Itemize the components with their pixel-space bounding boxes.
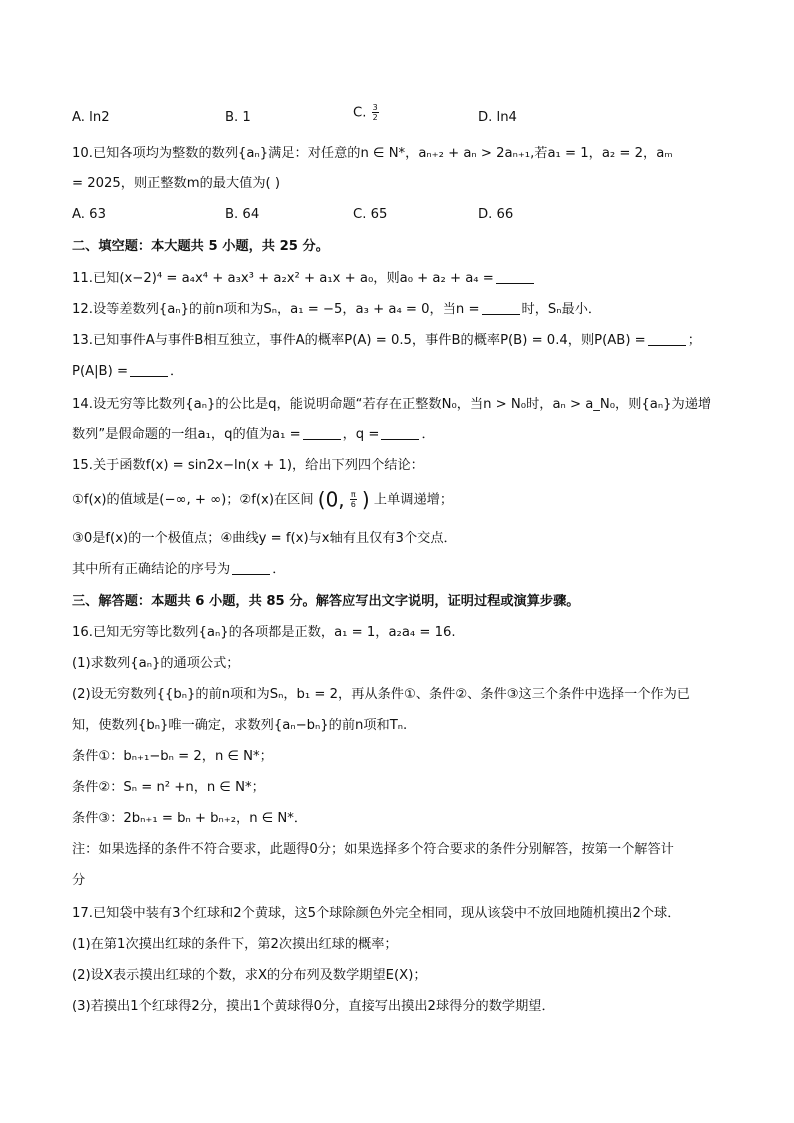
q13-line2 [72,363,183,381]
q12-text-end: 时，Sₙ最小． [521,302,602,317]
q15-line3: ③0是f(x)的一个极值点；④曲线y = f(x)与x轴有且仅有3个交点． [72,531,457,546]
q10-option-c: C. 65 [353,207,388,222]
fraction-numerator: 3 [372,103,378,112]
q10-option-a: A. 63 [72,207,106,222]
q16-line1: 16.已知无穷等比数列{aₙ}的各项都是正数，a₁ = 1，a₂a₄ = 16. [72,625,456,640]
q16-line3: (2)设无穷数列{{bₙ}的前n项和为Sₙ，b₁ = 2，再从条件①、条件②、条件③这三个条件中选择一个作为已 [72,687,690,702]
pi-over-6-fraction [350,490,357,509]
q17-line1: 17.已知袋中装有3个红球和2个黄球，这5个球除颜色外完全相同，现从该袋中不放回地随机摸出2个球． [72,906,681,921]
q16-condition-1: 条件①：bₙ₊₁−bₙ = 2，n ∈ N*； [72,749,273,764]
answer-blank[interactable] [496,271,534,284]
q13-separator: ； [687,333,701,348]
q14-text: 数列”是假命题的一组a₁，q的值为a₁ = [72,427,301,442]
section-3-heading: 三、解答题：本题共 6 小题，共 85 分。解答应写出文字说明，证明过程或演算步骤。 [72,594,580,609]
q11 [72,270,536,288]
q16-note-2: 分 [72,873,86,888]
q16-line2: (1)求数列{aₙ}的通项公式； [72,656,240,671]
answer-blank[interactable] [648,333,686,346]
interval-close: ) [361,487,370,512]
answer-blank[interactable] [303,427,341,440]
answer-blank[interactable] [130,364,168,377]
q11-text: 11.已知(x−2)⁴ = a₄x⁴ + a₃x³ + a₂x² + a₁x + a₀，则a₀ + a₂ + a₄ = [72,271,494,286]
q9-option-c [353,103,380,123]
q16-condition-3: 条件③：2bₙ₊₁ = bₙ + bₙ₊₂，n ∈ N*． [72,811,308,826]
q14-line2 [72,426,435,444]
q13-text-2: P(A|B) = [72,364,128,379]
q10-option-b: B. 64 [225,207,260,222]
q12-text: 12.设等差数列{aₙ}的前n项和为Sₙ，a₁ = −5，a₃ + a₄ = 0，当n = [72,302,480,317]
q9-option-c-fraction [372,103,379,122]
q15-line2 [72,487,454,512]
q14-text-q: ，q = [342,427,380,442]
interval-open: (0, [317,487,345,512]
q10-line1: 10.已知各项均为整数的数列{aₙ}满足：对任意的n ∈ N*，aₙ₊₂ + aₙ > 2aₙ₊₁,若a₁ = 1，a₂ = 2，aₘ [72,146,673,161]
fraction-denominator: 2 [372,113,378,122]
q15-end: ． [272,562,286,577]
q13-end: ． [170,364,184,379]
answer-blank[interactable] [381,427,419,440]
q16-note-1: 注：如果选择的条件不符合要求，此题得0分；如果选择多个符合要求的条件分别解答，按第一个解答计 [72,842,674,857]
q10-option-d: D. 66 [478,207,514,222]
q13-line1 [72,332,701,350]
q17-line4: (3)若摸出1个红球得2分，摸出1个黄球得0分，直接写出摸出2球得分的数学期望． [72,999,555,1014]
q15-text-4: 其中所有正确结论的序号为 [72,562,231,577]
answer-blank[interactable] [482,302,520,315]
q15-line1: 15.关于函数f(x) = sin2x−ln(x + 1)，给出下列四个结论： [72,458,424,473]
q14-line1: 14.设无穷等比数列{aₙ}的公比是q，能说明命题“若存在正整数N₀，当n > N₀时，aₙ > a_N₀，则{aₙ}为递增 [72,397,712,412]
q15-text: ①f(x)的值域是(−∞, + ∞)；②f(x)在区间 [72,492,314,508]
answer-blank[interactable] [232,562,270,575]
q14-end: ． [421,427,435,442]
fraction-numerator: π [350,490,356,499]
q12 [72,301,601,319]
q16-condition-2: 条件②：Sₙ = n² +n，n ∈ N*； [72,780,265,795]
q9-option-c-label: C. [353,105,367,121]
q17-line3: (2)设X表示摸出红球的个数，求X的分布列及数学期望E(X)； [72,968,427,983]
q9-option-b: B. 1 [225,110,251,125]
q13-text: 13.已知事件A与事件B相互独立，事件A的概率P(A) = 0.5，事件B的概率P(B) = 0.4，则P(AB) = [72,333,646,348]
q15-text-end: 上单调递增； [373,492,454,508]
q16-line4: 知，使数列{bₙ}唯一确定，求数列{aₙ−bₙ}的前n项和Tₙ. [72,718,408,733]
q9-option-d: D. ln4 [478,110,517,125]
q17-line2: (1)在第1次摸出红球的条件下，第2次摸出红球的概率； [72,937,398,952]
q10-line2: = 2025，则正整数m的最大值为( ) [72,176,281,191]
q15-line4 [72,561,285,579]
q9-option-a: A. ln2 [72,110,110,125]
fraction-denominator: 6 [350,500,356,509]
section-2-heading: 二、填空题：本大题共 5 小题，共 25 分。 [72,239,329,254]
